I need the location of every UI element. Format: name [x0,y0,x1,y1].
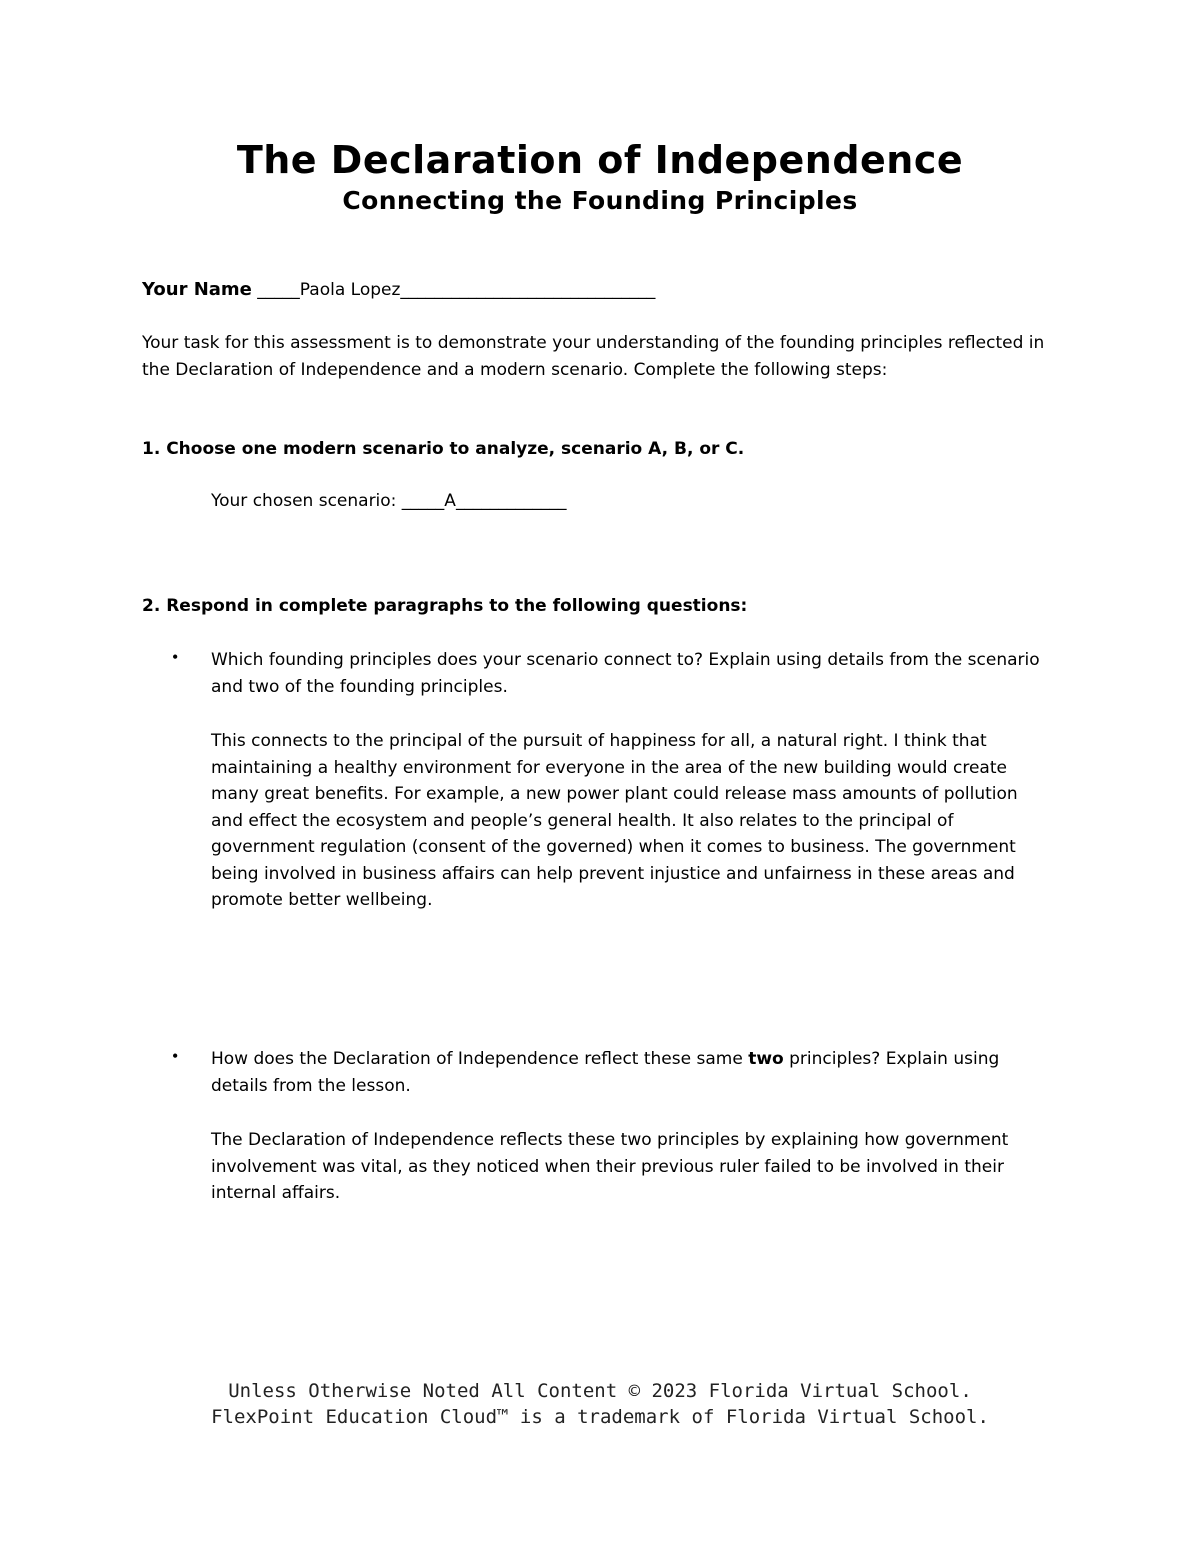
footer-line-1: Unless Otherwise Noted All Content © 2023 Florida Virtual School. [228,1380,972,1402]
step-1-heading: 1. Choose one modern scenario to analyze, scenario A, B, or C. [142,439,745,459]
name-line [142,277,655,304]
answer-2: The Declaration of Independence reflects these two principles by explaining how government involvement was vital, as they noticed when their previous ruler failed to be involved in their internal affairs. [211,1130,1009,1203]
document-subtitle: Connecting the Founding Principles [342,186,858,215]
task-instructions: Your task for this assessment is to demonstrate your understanding of the founding principles reflected in the Declaration of Independence and a modern scenario. Complete the following steps: [142,333,1045,380]
question-2 [211,1046,1041,1099]
bullet-icon: • [172,647,179,667]
question-2-text-end: principles? Explain using details from the lesson. [211,1049,1000,1096]
question-2-text-start: How does the Declaration of Independence reflect these same [211,1049,749,1069]
step-2-heading: 2. Respond in complete paragraphs to the following questions: [142,596,748,616]
question-2-emphasis: two [748,1049,784,1069]
document-title: The Declaration of Independence [236,138,964,182]
copyright-footer [0,1378,1200,1430]
chosen-scenario: Your chosen scenario: _____A_____________ [211,491,567,511]
bullet-icon: • [172,1046,179,1066]
name-value: _____Paola Lopez______________________________ [251,280,656,300]
question-1: Which founding principles does your scenario connect to? Explain using details from the scenario and two of the founding principles. [211,650,1040,697]
footer-line-2: FlexPoint Education Cloud™ is a trademark of Florida Virtual School. [211,1406,989,1428]
answer-1: This connects to the principal of the pursuit of happiness for all, a natural right. I think that maintaining a healthy environment for everyone in the area of the new building would create many great benefits. For example, a new power plant could release mass amounts of pollution and effect the ecosystem and people’s general health. It also relates to the principal of government regulation (consent of the governed) when it comes to business. The government being involved in business affairs can help prevent injustice and unfairness in these areas and promote better wellbeing. [211,731,1018,910]
name-label: Your Name [142,279,252,300]
